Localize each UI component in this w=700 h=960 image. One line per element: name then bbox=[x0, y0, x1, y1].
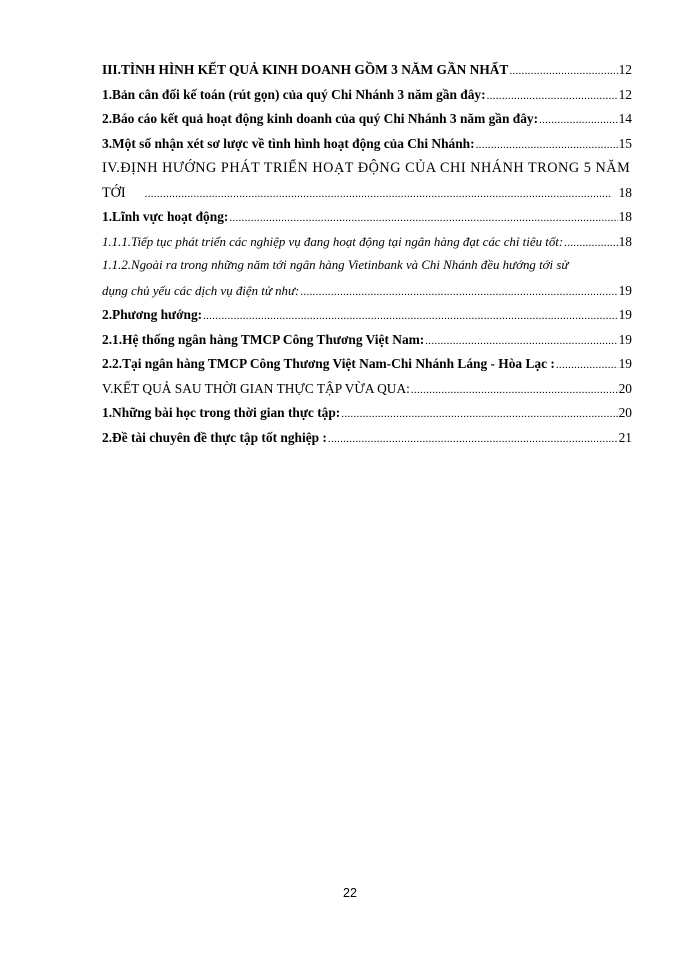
table-of-contents bbox=[102, 62, 632, 454]
toc-entry-text: 1.1.1.Tiếp tục phát triển các nghiệp vụ đang hoạt động tại ngân hàng đạt các chỉ tiêu tốt: bbox=[102, 234, 564, 249]
toc-entry-4-1-1-2-line1[interactable] bbox=[102, 258, 632, 283]
toc-entry-5-2[interactable] bbox=[102, 430, 632, 455]
toc-entry-page: 19 bbox=[618, 307, 632, 322]
toc-leader-dots bbox=[411, 384, 618, 396]
toc-entry-section-4-line1[interactable] bbox=[102, 160, 632, 185]
toc-entry-4-2-1[interactable] bbox=[102, 332, 632, 357]
page-number: 22 bbox=[343, 886, 357, 900]
toc-entry-3-2[interactable] bbox=[102, 111, 632, 136]
toc-leader-dots bbox=[203, 310, 618, 322]
toc-leader-dots bbox=[564, 237, 617, 249]
toc-entry-page: 19 bbox=[618, 331, 632, 347]
toc-leader-dots bbox=[145, 188, 612, 200]
toc-entry-3-1[interactable] bbox=[102, 87, 632, 112]
toc-entry-page: 12 bbox=[618, 62, 632, 77]
toc-entry-page: 14 bbox=[618, 111, 632, 126]
toc-entry-3-3[interactable] bbox=[102, 136, 632, 161]
toc-entry-4-2[interactable] bbox=[102, 307, 632, 332]
toc-entry-page: 20 bbox=[618, 380, 632, 396]
toc-leader-dots bbox=[476, 139, 618, 151]
toc-entry-text: 2.Phương hướng: bbox=[102, 307, 203, 322]
toc-leader-dots bbox=[341, 408, 617, 420]
toc-leader-dots bbox=[509, 65, 617, 77]
toc-entry-text: III.TÌNH HÌNH KẾT QUẢ KINH DOANH GỒM 3 NĂM GẦN NHẤT bbox=[102, 62, 509, 77]
toc-entry-section-5[interactable] bbox=[102, 381, 632, 406]
toc-entry-section-3[interactable] bbox=[102, 62, 632, 87]
toc-leader-dots bbox=[229, 212, 617, 224]
toc-leader-dots bbox=[425, 335, 617, 347]
toc-entry-page: 15 bbox=[618, 135, 632, 151]
toc-entry-text: 1.Bản cân đối kế toán (rút gọn) của quý Chi Nhánh 3 năm gần đây: bbox=[102, 86, 486, 102]
toc-entry-text: 1.Lĩnh vực hoạt động: bbox=[102, 209, 229, 224]
toc-entry-text: 2.2.Tại ngân hàng TMCP Công Thương Việt Nam-Chi Nhánh Láng - Hòa Lạc : bbox=[102, 356, 555, 371]
toc-entry-text: V.KẾT QUẢ SAU THỜI GIAN THỰC TẬP VỪA QUA: bbox=[102, 380, 410, 396]
toc-entry-text: 1.1.2.Ngoài ra trong những năm tới ngân hàng Vietinbank và Chi Nhánh đều hướng tới sử bbox=[102, 258, 569, 272]
toc-entry-page: 18 bbox=[618, 209, 632, 224]
toc-entry-4-2-2[interactable] bbox=[102, 356, 632, 381]
toc-entry-text-continued: dụng chủ yếu các dịch vụ điện tử như: bbox=[102, 283, 300, 298]
toc-entry-section-4-line2[interactable] bbox=[102, 185, 632, 210]
toc-entry-page: 19 bbox=[618, 356, 632, 371]
toc-entry-4-1-1-1[interactable] bbox=[102, 234, 632, 259]
toc-entry-4-1[interactable] bbox=[102, 209, 632, 234]
toc-leader-dots bbox=[300, 286, 617, 298]
toc-entry-text: 1.Những bài học trong thời gian thực tập: bbox=[102, 405, 341, 420]
toc-entry-text: 2.Đề tài chuyên đề thực tập tốt nghiệp : bbox=[102, 429, 327, 445]
toc-entry-text-continued: TỚI bbox=[102, 184, 126, 201]
toc-leader-dots bbox=[556, 359, 618, 371]
toc-entry-text: 2.Báo cáo kết quả hoạt động kinh doanh của quý Chi Nhánh 3 năm gần đây: bbox=[102, 111, 539, 126]
toc-leader-dots bbox=[539, 114, 618, 126]
toc-entry-5-1[interactable] bbox=[102, 405, 632, 430]
toc-entry-page: 19 bbox=[618, 282, 632, 298]
toc-leader-dots bbox=[328, 433, 618, 445]
toc-entry-text: 2.1.Hệ thống ngân hàng TMCP Công Thương Việt Nam: bbox=[102, 331, 425, 347]
toc-entry-page: 21 bbox=[618, 429, 632, 445]
toc-entry-text: 3.Một số nhận xét sơ lược về tình hình hoạt động của Chi Nhánh: bbox=[102, 135, 475, 151]
toc-entry-4-1-1-2-line2[interactable] bbox=[102, 283, 632, 308]
toc-entry-text: IV.ĐỊNH HƯỚNG PHÁT TRIỂN HOẠT ĐỘNG CỦA CHI NHÁNH TRONG 5 NĂM bbox=[102, 160, 631, 176]
toc-entry-page: 18 bbox=[618, 184, 632, 200]
toc-leader-dots bbox=[487, 90, 618, 102]
toc-entry-page: 20 bbox=[618, 405, 632, 420]
toc-entry-page: 12 bbox=[618, 86, 632, 102]
toc-entry-page: 18 bbox=[618, 233, 632, 249]
